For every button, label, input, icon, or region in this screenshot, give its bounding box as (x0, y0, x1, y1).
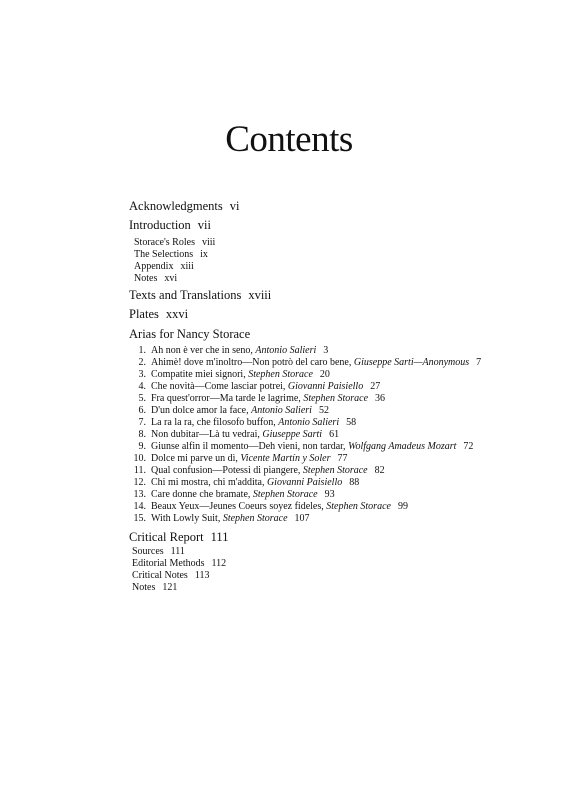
aria-composer: Wolfgang Amadeus Mozart (348, 441, 457, 452)
toc-entry-label: Acknowledgments (129, 199, 223, 213)
toc-entry-page: 111 (170, 546, 185, 557)
aria-number: 15. (133, 513, 146, 524)
toc-entry-page: xvi (164, 273, 178, 284)
aria-number: 13. (133, 489, 146, 500)
aria-entry[interactable] (132, 466, 385, 476)
aria-number: 5. (138, 393, 146, 404)
aria-title: La ra la ra, che filosofo buffon, (151, 417, 276, 428)
toc-entry-acknowledgments[interactable] (129, 200, 239, 213)
toc-entry-plates[interactable] (129, 308, 188, 321)
toc-entry-page: 27 (370, 381, 381, 392)
aria-entry[interactable] (132, 382, 380, 392)
toc-entry-page: 111 (210, 530, 229, 544)
aria-entry[interactable] (132, 358, 481, 368)
aria-title: Dolce mi parve un dì, (151, 453, 238, 464)
toc-entry-label: Storace's Roles (134, 237, 195, 248)
toc-entry-label: Arias for Nancy Storace (129, 327, 251, 341)
toc-entry-page: 112 (211, 558, 227, 569)
aria-title: Non dubitar—Là tu vedrai, (151, 429, 260, 440)
aria-title: D'un dolce amor la face, (151, 405, 249, 416)
toc-entry-page: 72 (463, 441, 474, 452)
toc-entry-page: 58 (346, 417, 357, 428)
toc-subentry[interactable] (132, 583, 177, 593)
aria-number: 9. (138, 441, 146, 452)
aria-number: 1. (138, 345, 146, 356)
toc-entry-page: 82 (374, 465, 385, 476)
aria-title: Compatite miei signori, (151, 369, 246, 380)
aria-entry[interactable] (132, 370, 330, 380)
toc-entry-label: Critical Report (129, 530, 204, 544)
aria-number: 11. (133, 465, 146, 476)
toc-subentry[interactable] (134, 250, 208, 260)
toc-entry-label: Texts and Translations (129, 288, 242, 302)
toc-entry-label: Notes (132, 582, 156, 593)
aria-entry[interactable] (132, 418, 356, 428)
aria-number: 14. (133, 501, 146, 512)
aria-composer: Stephen Storace (248, 369, 313, 380)
aria-entry[interactable] (132, 346, 328, 356)
toc-entry-texts-translations[interactable] (129, 289, 271, 302)
toc-subentry[interactable] (132, 571, 209, 581)
aria-title: Giunse alfin il momento—Deh vieni, non tardar, (151, 441, 346, 452)
toc-entry-page: 61 (329, 429, 340, 440)
aria-composer: Antonio Salieri (251, 405, 312, 416)
aria-title: Che novità—Come lasciar potrei, (151, 381, 286, 392)
toc-entry-page: 7 (476, 357, 482, 368)
aria-entry[interactable] (132, 430, 339, 440)
toc-subentry[interactable] (134, 262, 194, 272)
toc-entry-label: Editorial Methods (132, 558, 205, 569)
aria-composer: Giuseppe Sarti (262, 429, 323, 440)
toc-entry-label: Sources (132, 546, 164, 557)
toc-subentry[interactable] (132, 547, 185, 557)
toc-entry-page: 88 (349, 477, 360, 488)
toc-entry-page: 121 (162, 582, 178, 593)
aria-title: Beaux Yeux—Jeunes Coeurs soyez fideles, (151, 501, 324, 512)
toc-entry-page: xviii (248, 288, 272, 302)
aria-entry[interactable] (132, 502, 408, 512)
aria-entry[interactable] (132, 442, 473, 452)
aria-title: Chi mi mostra, chi m'addita, (151, 477, 265, 488)
aria-entry[interactable] (132, 514, 310, 524)
aria-title: Ahimè! dove m'inoltro—Non potrò del caro bene, (151, 357, 352, 368)
toc-entry-page: xxvi (165, 307, 189, 321)
aria-number: 10. (133, 453, 146, 464)
aria-number: 3. (138, 369, 146, 380)
aria-entry[interactable] (132, 478, 359, 488)
aria-composer: Stephen Storace (326, 501, 391, 512)
toc-subentry[interactable] (132, 559, 226, 569)
aria-entry[interactable] (132, 394, 385, 404)
aria-entry[interactable] (132, 490, 335, 500)
toc-entry-label: Appendix (134, 261, 174, 272)
aria-composer: Antonio Salieri (278, 417, 340, 428)
aria-number: 4. (138, 381, 146, 392)
toc-entry-page: 20 (319, 369, 330, 380)
toc-entry-page: 113 (194, 570, 210, 581)
aria-title: Fra quest'orror—Ma tarde le lagrime, (151, 393, 301, 404)
toc-entry-label: Plates (129, 307, 159, 321)
aria-composer: Stephen Storace (303, 393, 369, 404)
toc-entry-page: vii (197, 218, 211, 232)
toc-entry-label: Critical Notes (132, 570, 188, 581)
aria-composer: Giovanni Paisiello (287, 381, 364, 392)
toc-entry-page: vi (229, 199, 240, 213)
toc-entry-page: 107 (294, 513, 310, 524)
aria-composer: Stephen Storace (302, 465, 368, 476)
toc-entry-introduction[interactable] (129, 219, 211, 232)
toc-subentry[interactable] (134, 238, 215, 248)
aria-number: 12. (133, 477, 146, 488)
aria-composer: Vicente Martín y Soler (240, 453, 331, 464)
aria-entry[interactable] (132, 454, 348, 464)
toc-entry-page: xiii (180, 261, 194, 272)
aria-entry[interactable] (132, 406, 329, 416)
aria-composer: Giuseppe Sarti—Anonymous (353, 357, 470, 368)
toc-entry-label: Notes (134, 273, 158, 284)
toc-entry-critical-report[interactable] (129, 531, 228, 544)
toc-entry-page: 77 (337, 453, 348, 464)
aria-title: With Lowly Suit, (151, 513, 221, 524)
toc-entry-page: 99 (397, 501, 408, 512)
toc-entry-label: The Selections (134, 249, 194, 260)
aria-number: 8. (138, 429, 146, 440)
aria-composer: Antonio Salieri (255, 345, 317, 356)
aria-title: Ah non è ver che in seno, (151, 345, 253, 356)
toc-subentry[interactable] (134, 274, 177, 284)
toc-entry-page: 52 (318, 405, 329, 416)
toc-entry-page: 3 (323, 345, 329, 356)
toc-entry-label: Introduction (129, 218, 191, 232)
aria-title: Care donne che bramate, (151, 489, 251, 500)
aria-number: 2. (138, 357, 146, 368)
page-title: Contents (225, 119, 353, 160)
aria-number: 7. (138, 417, 146, 428)
aria-number: 6. (138, 405, 146, 416)
arias-heading[interactable] (129, 328, 250, 341)
toc-entry-page: 36 (375, 393, 386, 404)
toc-entry-page: viii (201, 237, 216, 248)
aria-composer: Stephen Storace (222, 513, 288, 524)
toc-entry-page: 93 (324, 489, 335, 500)
aria-composer: Stephen Storace (252, 489, 318, 500)
toc-entry-page: ix (200, 249, 208, 260)
aria-title: Qual confusion—Potessi di piangere, (151, 465, 301, 476)
aria-composer: Giovanni Paisiello (266, 477, 343, 488)
